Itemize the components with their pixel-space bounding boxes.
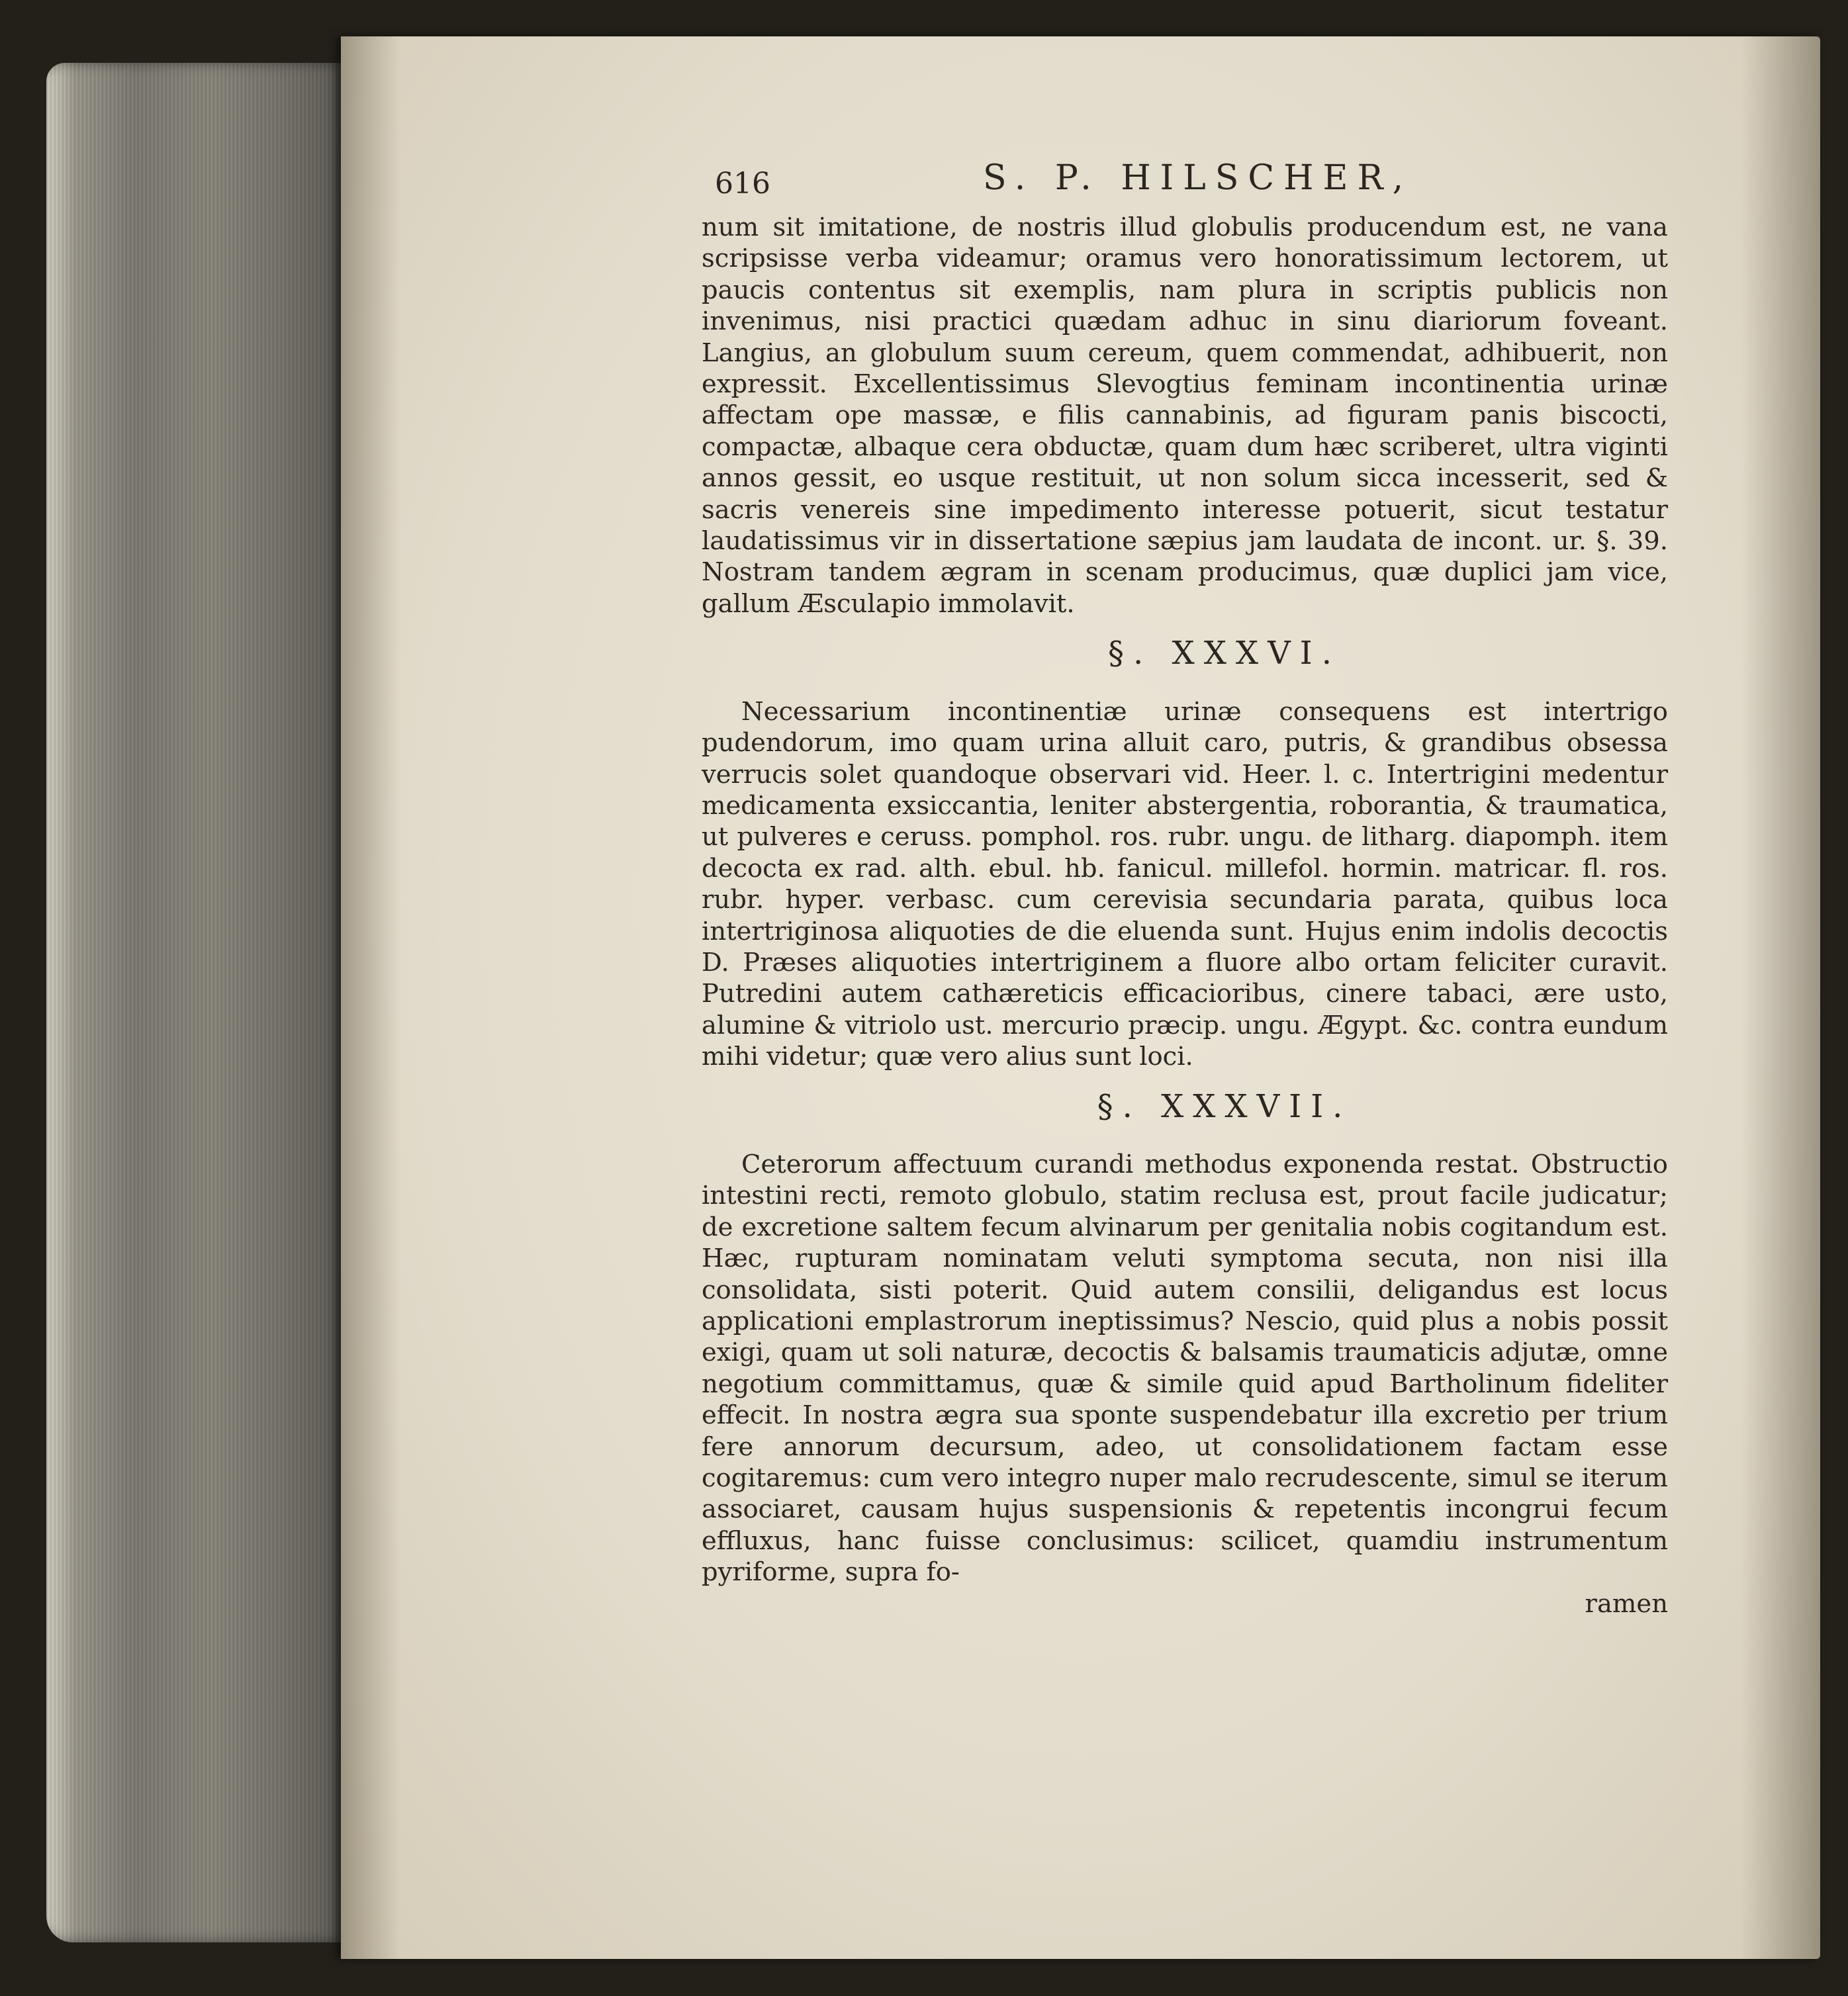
book-fore-edge	[46, 63, 344, 1942]
section-heading-36: §. XXXVI.	[1108, 635, 1341, 672]
page-number: 616	[715, 167, 770, 201]
section-heading-37: §. XXXVII.	[1097, 1087, 1352, 1125]
page-text-block	[702, 159, 1668, 1619]
section-36-text: Necessarium incontinentiæ urinæ consequens est intertrigo pudendorum, imo quam urina alluit caro, putris, & grandibus obsessa verrucis solet quandoque observari vid. Heer. l. c. Intertrigini medentur medicamenta exsiccantia, leniter abstergentia, roborantia, & traumatica, ut pulveres e ceruss. pomphol. ros. rubr. ungu. de litharg. diapomph. item decocta ex rad. alth. ebul. hb. fanicul. millefol. hormin. matricar. fl. ros. rubr. hyper. verbasc. cum cerevisia secundaria parata, quibus loca intertriginosa aliquoties de die eluenda sunt. Hujus enim indolis decoctis D. Præses aliquoties intertriginem a fluore albo ortam feliciter curavit. Putredini autem cathæreticis efficacioribus, cinere tabaci, ære usto, alumine & vitriolo ust. mercurio præcip. ungu. Ægypt. &c. contra eundum mihi videtur; quæ vero alius sunt loci.	[702, 696, 1668, 1072]
paragraph-continued: num sit imitatione, de nostris illud globulis producendum est, ne vana scripsisse verba videamur; oramus vero honoratissimum lectorem, ut paucis contentus sit exemplis, nam plura in scriptis publicis non invenimus, nisi practici quædam adhuc in sinu diariorum foveant. Langius, an globulum suum cereum, quem commendat, adhibuerit, non expressit. Excellentissimus Slevogtius feminam incontinentia urinæ affectam ope massæ, e filis cannabinis, ad figuram panis biscocti, compactæ, albaque cera obductæ, quam dum hæc scriberet, ultra viginti annos gessit, eo usque restituit, ut non solum sicca incesserit, sed & sacris venereis sine impedimento interesse potuerit, sicut testatur laudatissimus vir in dissertatione sæpius jam laudata de incont. ur. §. 39. Nostram tandem ægram in scenam producimus, quæ duplici jam vice, gallum Æsculapio immolavit.	[702, 212, 1668, 619]
section-37-text: Ceterorum affectuum curandi methodus exponenda restat. Obstructio intestini recti, remoto globulo, statim reclusa est, prout facile judicatur; de excretione saltem fecum alvinarum per genitalia nobis cogitandum est. Hæc, rupturam nominatam veluti symptoma secuta, non nisi illa consolidata, sisti poterit. Quid autem consilii, deligandus est locus applicationi emplastrorum ineptissimus? Nescio, quid plus a nobis possit exigi, quam ut soli naturæ, decoctis & balsamis traumaticis adjutæ, omne negotium committamus, quæ & simile quid apud Bartholinum fideliter effecit. In nostra ægra sua sponte suspendebatur illa excretio per trium fere annorum decursum, adeo, ut consolidationem factam esse cogitaremus: cum vero integro nuper malo recrudescente, simul se iterum associaret, causam hujus suspensionis & repetentis incongrui fecum effluxus, hanc fuisse conclusimus: scilicet, quamdiu instrumentum pyriforme, supra fo-	[702, 1149, 1668, 1588]
running-head: S. P. HILSCHER,	[983, 158, 1413, 198]
catchword: ramen	[1585, 1588, 1668, 1619]
page-header	[702, 159, 1668, 212]
